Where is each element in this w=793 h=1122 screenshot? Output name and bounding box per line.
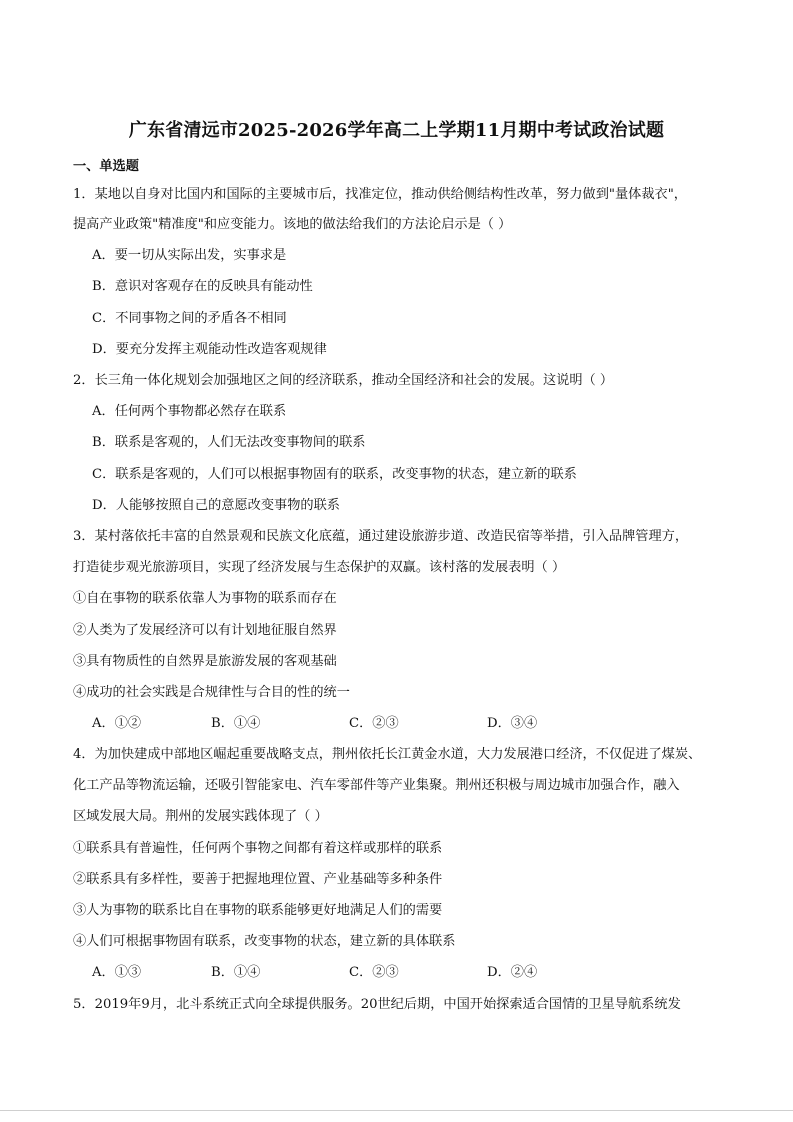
question-3-stem-line-2: 打造徒步观光旅游项目，实现了经济发展与生态保护的双赢。该村落的发展表明（ ） (73, 560, 566, 575)
question-4-statement-1: ①联系具有普遍性，任何两个事物之间都有着这样或那样的联系 (73, 841, 443, 856)
question-1-option-a: A．要一切从实际出发，实事求是 (92, 248, 287, 263)
question-3-statement-4: ④成功的社会实践是合规律性与合目的性的统一 (73, 685, 350, 700)
question-2-option-c: C．联系是客观的，人们可以根据事物固有的联系，改变事物的状态，建立新的联系 (92, 467, 577, 482)
question-1-stem-line-2: 提高产业政策"精准度"和应变能力。该地的做法给我们的方法论启示是（ ） (73, 217, 512, 232)
question-1-option-b: B．意识对客观存在的反映具有能动性 (92, 279, 313, 294)
question-3-option-c: C．②③ (349, 716, 399, 731)
question-2-option-b: B．联系是客观的，人们无法改变事物间的联系 (92, 435, 366, 450)
question-1-stem-line-1: 1．某地以自身对比国内和国际的主要城市后，找准定位，推动供给侧结构性改革，努力做到"量体裁衣"， (73, 187, 687, 202)
question-3-option-b: B．①④ (211, 716, 261, 731)
question-3-stem-line-1: 3．某村落依托丰富的自然景观和民族文化底蕴，通过建设旅游步道、改造民宿等举措，引入品牌管理方， (73, 529, 689, 544)
question-3-statement-1: ①自在事物的联系依靠人为事物的联系而存在 (73, 591, 337, 606)
question-3-statement-3: ③具有物质性的自然界是旅游发展的客观基础 (73, 654, 337, 669)
question-4-statement-4: ④人们可根据事物固有联系，改变事物的状态，建立新的具体联系 (73, 934, 456, 949)
section-heading: 一、单选题 (73, 159, 139, 174)
question-4-option-b: B．①④ (211, 965, 261, 980)
question-1-option-d: D．要充分发挥主观能动性改造客观规律 (92, 342, 327, 357)
question-4-statement-2: ②联系具有多样性，要善于把握地理位置、产业基础等多种条件 (73, 872, 443, 887)
question-4-option-a: A．①③ (92, 965, 142, 980)
question-4-option-d: D．②④ (487, 965, 538, 980)
question-2-option-d: D．人能够按照自己的意愿改变事物的联系 (92, 498, 340, 513)
question-2-option-a: A．任何两个事物都必然存在联系 (92, 404, 287, 419)
page-bottom-rule (0, 1110, 793, 1111)
question-4-option-c: C．②③ (349, 965, 399, 980)
question-3-option-d: D．③④ (487, 716, 538, 731)
question-5-stem-line-1: 5．2019年9月，北斗系统正式向全球提供服务。20世纪后期，中国开始探索适合国情的卫星导航系统发 (73, 997, 681, 1012)
question-4-stem-line-2: 化工产品等物流运输，还吸引智能家电、汽车零部件等产业集聚。荆州还积极与周边城市加强合作，融入 (73, 778, 680, 793)
question-4-stem-line-3: 区域发展大局。荆州的发展实践体现了（ ） (73, 809, 328, 824)
question-1-option-c: C．不同事物之间的矛盾各不相同 (92, 311, 287, 326)
question-3-statement-2: ②人类为了发展经济可以有计划地征服自然界 (73, 623, 337, 638)
question-3-option-a: A．①② (92, 716, 142, 731)
question-4-stem-line-1: 4．为加快建成中部地区崛起重要战略支点，荆州依托长江黄金水道，大力发展港口经济，不仅促进了煤炭、 (73, 747, 702, 762)
question-2-stem-line-1: 2．长三角一体化规划会加强地区之间的经济联系，推动全国经济和社会的发展。这说明（ ） (73, 373, 614, 388)
question-4-statement-3: ③人为事物的联系比自在事物的联系能够更好地满足人们的需要 (73, 903, 443, 918)
page-title: 广东省清远市2025-2026学年高二上学期11月期中考试政治试题 (128, 120, 665, 141)
